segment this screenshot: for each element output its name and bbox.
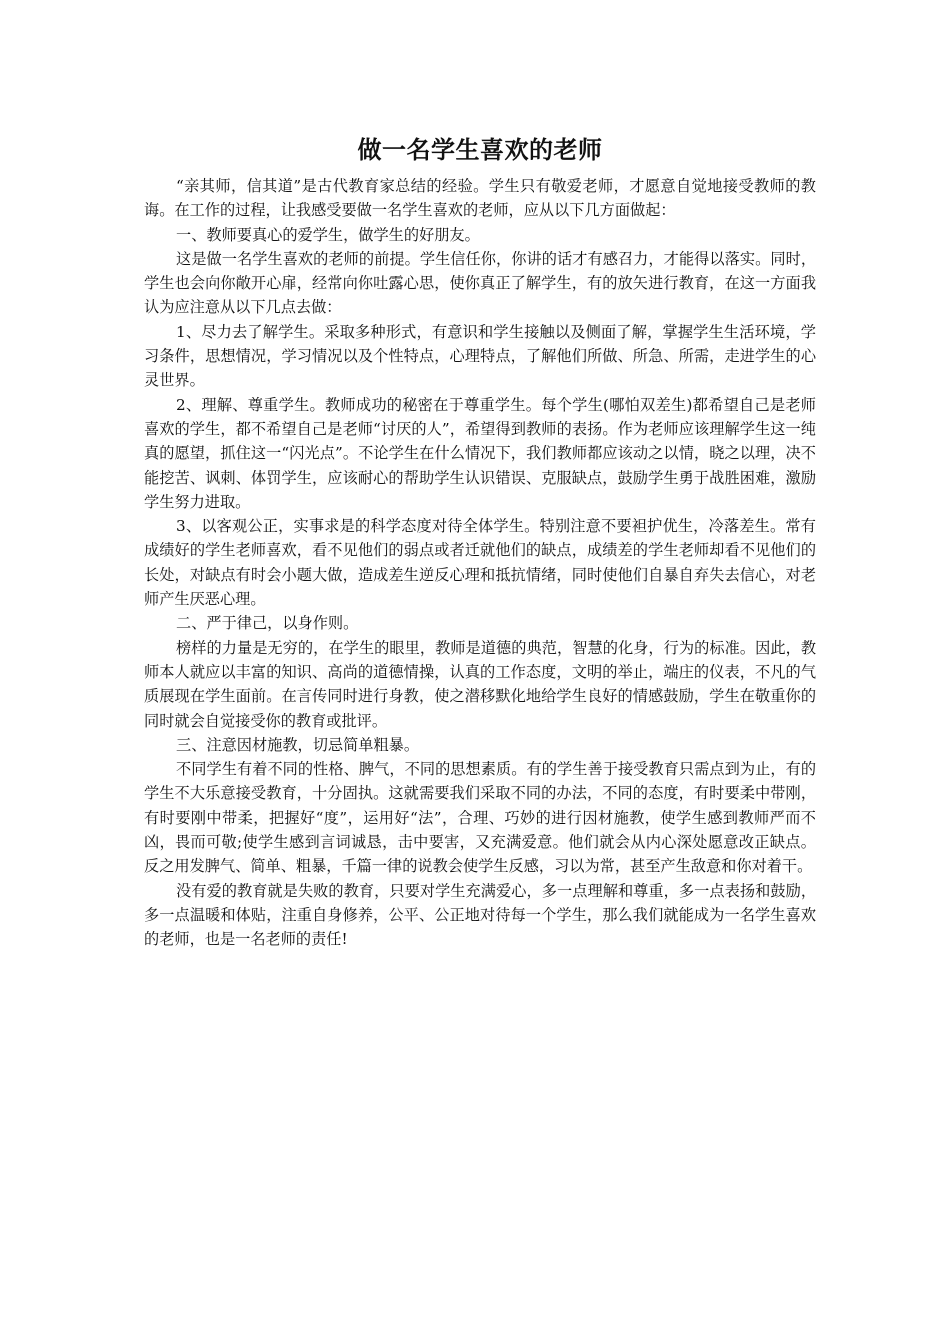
paragraph-intro: “亲其师，信其道”是古代教育家总结的经验。学生只有敬爱老师，才愿意自觉地接受教师的教诲。在工作的过程，让我感受要做一名学生喜欢的老师，应从以下几方面做起： xyxy=(144,177,816,220)
document-body xyxy=(144,132,816,952)
paragraph-section-2: 榜样的力量是无穷的，在学生的眼里，教师是道德的典范，智慧的化身，行为的标准。因此，教师本人就应以丰富的知识、高尚的道德情操，认真的工作态度，文明的举止，端庄的仪表，不凡的气质展现在学生面前。在言传同时进行身教，使之潜移默化地给学生良好的情感鼓励，学生在敬重你的同时就会自觉接受你的教育或批评。 xyxy=(144,638,816,730)
section-heading-3: 三、注意因材施教，切忌简单粗暴。 xyxy=(176,735,419,754)
document-title: 做一名学生喜欢的老师 xyxy=(357,136,603,164)
paragraph-section-1-intro: 这是做一名学生喜欢的老师的前提。学生信任你，你讲的话才有感召力，才能得以落实。同时，学生也会向你敞开心扉，经常向你吐露心思，使你真正了解学生，有的放矢进行教育，在这一方面我认为应注意从以下几点去做： xyxy=(144,249,816,317)
paragraph-point-2: 2、理解、尊重学生。教师成功的秘密在于尊重学生。每个学生(哪怕双差生)都希望自己是老师喜欢的学生，都不希望自己是老师“讨厌的人”，希望得到教师的表扬。作为老师应该理解学生这一纯真的愿望，抓住这一“闪光点”。不论学生在什么情况下，我们教师都应该动之以情，晓之以理，决不能挖苦、讽刺、体罚学生，应该耐心的帮助学生认识错误、克服缺点，鼓励学生勇于战胜困难，激励学生努力进取。 xyxy=(144,395,816,511)
paragraph-point-3: 3、以客观公正，实事求是的科学态度对待全体学生。特别注意不要袒护优生，冷落差生。常有成绩好的学生老师喜欢，看不见他们的弱点或者迁就他们的缺点，成绩差的学生老师却看不见他们的长处，对缺点有时会小题大做，造成差生逆反心理和抵抗情绪，同时使他们自暴自弃失去信心，对老师产生厌恶心理。 xyxy=(144,517,816,609)
paragraph-point-1: 1、尽力去了解学生。采取多种形式，有意识和学生接触以及侧面了解，掌握学生生活环境，学习条件，思想情况，学习情况以及个性特点，心理特点，了解他们所做、所急、所需，走进学生的心灵世界。 xyxy=(144,322,816,390)
paragraph-conclusion: 没有爱的教育就是失败的教育，只要对学生充满爱心，多一点理解和尊重，多一点表扬和鼓励，多一点温暖和体贴，注重自身修养，公平、公正地对待每一个学生，那么我们就能成为一名学生喜欢的老师，也是一名老师的责任! xyxy=(144,881,816,949)
section-heading-2: 二、严于律己，以身作则。 xyxy=(176,614,359,633)
section-heading-1: 一、教师要真心的爱学生，做学生的好朋友。 xyxy=(176,225,480,244)
paragraph-section-3: 不同学生有着不同的性格、脾气，不同的思想素质。有的学生善于接受教育只需点到为止，有的学生不大乐意接受教育，十分固执。这就需要我们采取不同的办法，不同的态度，有时要柔中带刚，有时要刚中带柔，把握好“度”，运用好“法”，合理、巧妙的进行因材施教，使学生感到教师严而不凶，畏而可敬;使学生感到言词诚恳，击中要害，又充满爱意。他们就会从内心深处愿意改正缺点。反之用发脾气、简单、粗暴，千篇一律的说教会使学生反感，习以为常，甚至产生敌意和你对着干。 xyxy=(144,760,816,876)
